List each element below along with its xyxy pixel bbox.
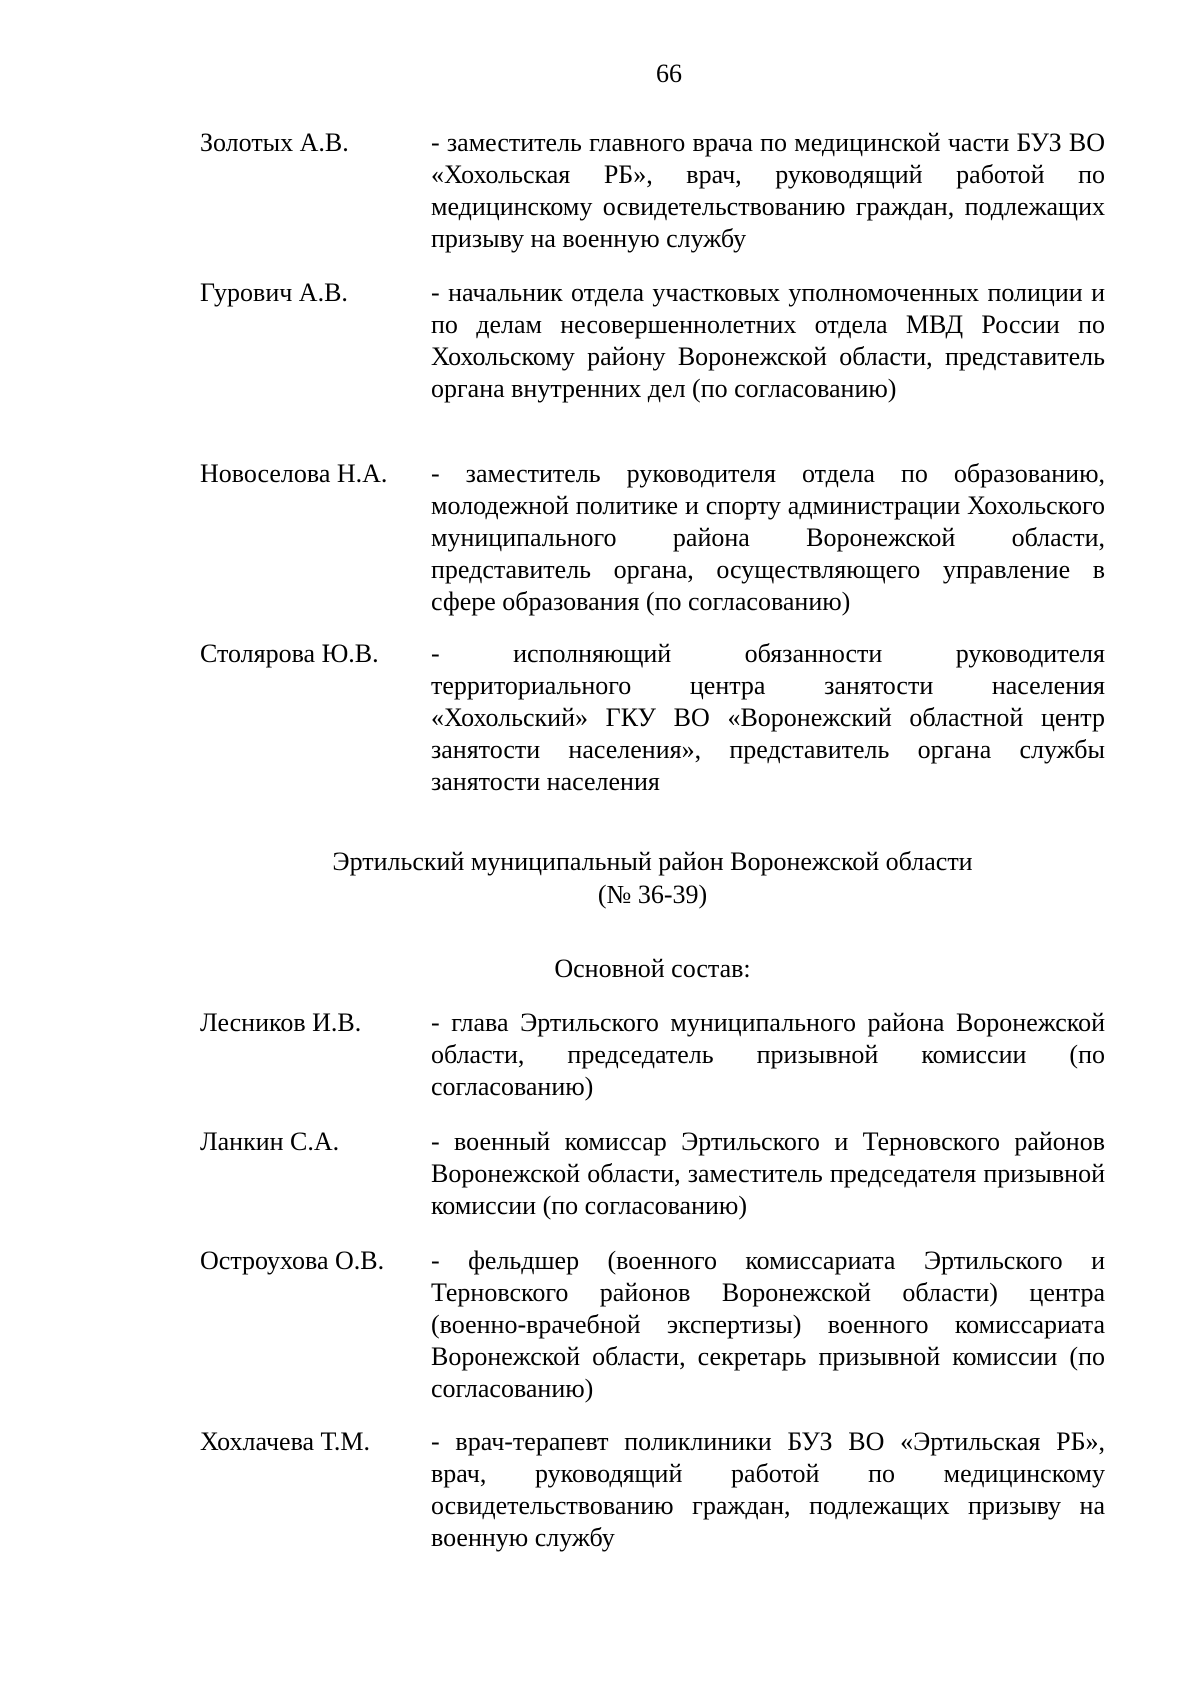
member-role: - исполняющий обязанности руководителя территориального центра занятости населения «Хохольский» ГКУ ВО «Воронежский областной центр занятости населения», представитель органа службы занятости населения (431, 639, 1105, 796)
member-name: Ланкин С.А. (200, 1127, 340, 1156)
member-name: Новоселова Н.А. (200, 459, 388, 488)
member-name: Хохлачева Т.М. (200, 1427, 370, 1456)
member-role: - заместитель руководителя отдела по образованию, молодежной политике и спорту администрации Хохольского муниципального района Воронежской области, представитель органа, осуществляющего управление в сфере образования (по согласованию) (431, 459, 1105, 616)
member-role: - начальник отдела участковых уполномоченных полиции и по делам несовершеннолетних отдела МВД России по Хохольскому району Воронежской области, представитель органа внутренних дел (по согласованию) (431, 278, 1105, 403)
member-name: Остроухова О.В. (200, 1246, 385, 1275)
member-name: Столярова Ю.В. (200, 639, 379, 668)
member-name: Золотых А.В. (200, 128, 349, 157)
member-role: - военный комиссар Эртильского и Терновского районов Воронежской области, заместитель председателя призывной комиссии (по согласованию) (431, 1127, 1105, 1220)
section-subtitle: Основной состав: (554, 954, 751, 983)
member-name: Лесников И.В. (200, 1008, 362, 1037)
member-name: Гурович А.В. (200, 278, 348, 307)
member-role: - заместитель главного врача по медицинской части БУЗ ВО «Хохольская РБ», врач, руководящий работой по медицинскому освидетельствованию граждан, подлежащих призыву на военную службу (431, 128, 1105, 253)
section-numbers: (№ 36-39) (597, 880, 708, 909)
page-number: 66 (656, 59, 682, 88)
section-title: Эртильский муниципальный район Воронежской области (332, 847, 973, 876)
member-role: - врач-терапевт поликлиники БУЗ ВО «Эртильская РБ», врач, руководящий работой по медицинскому освидетельствованию граждан, подлежащих призыву на военную службу (431, 1427, 1105, 1552)
member-role: - глава Эртильского муниципального района Воронежской области, председатель призывной комиссии (по согласованию) (431, 1008, 1105, 1101)
member-role: - фельдшер (военного комиссариата Эртильского и Терновского районов Воронежской области) центра (военно-врачебной экспертизы) военного комиссариата Воронежской области, секретарь призывной комиссии (по согласованию) (431, 1246, 1105, 1403)
